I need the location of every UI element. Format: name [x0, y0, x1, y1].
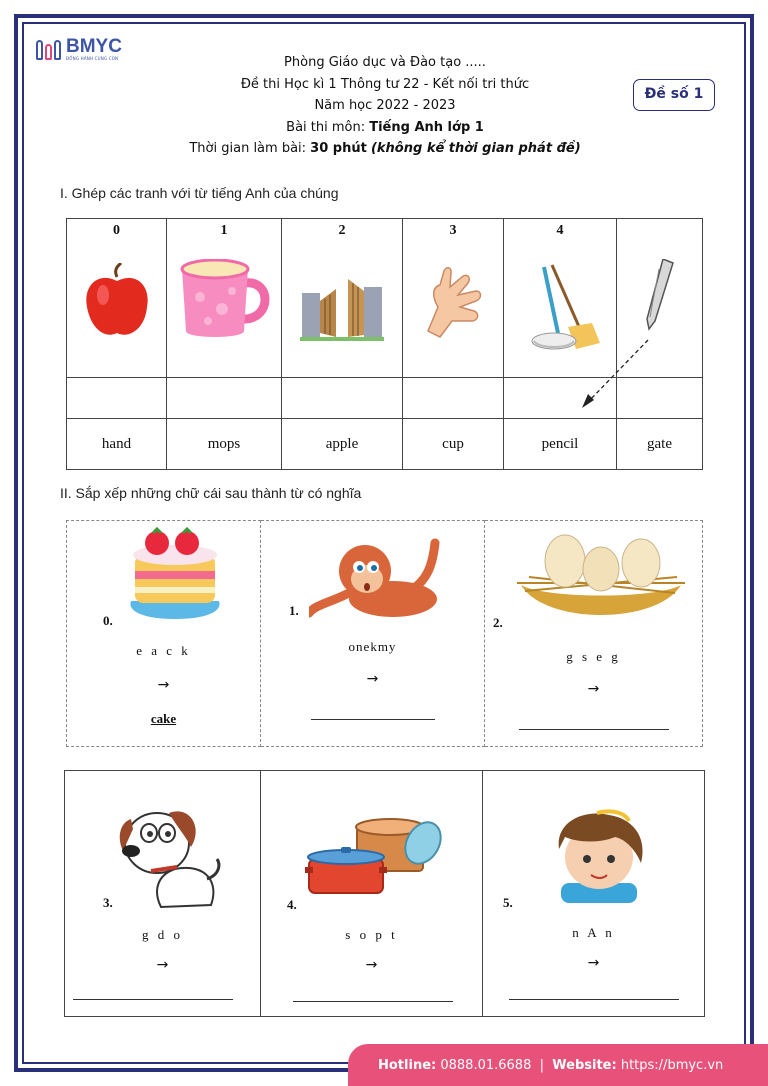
- task-cell: [67, 521, 261, 747]
- task-number: 1.: [289, 603, 299, 618]
- arrow-icon: →: [365, 957, 378, 973]
- task-number: 4.: [287, 897, 297, 912]
- answer-line[interactable]: [509, 999, 679, 1000]
- section-1-title: I. Ghép các tranh với từ tiếng Anh của chúng: [60, 185, 339, 201]
- monkey-icon: [309, 533, 459, 619]
- task-number: 2.: [493, 615, 503, 630]
- unscramble-grid-bottom: [64, 770, 705, 1017]
- header-line-2: Đề thi Học kì 1 Thông tư 22 - Kết nối tri thức: [240, 76, 530, 92]
- picture-number: 2: [338, 223, 346, 238]
- time-note: (không kể thời gian phát đề): [370, 141, 581, 156]
- answer-line[interactable]: [519, 729, 669, 730]
- picture-number: 1: [220, 223, 228, 238]
- blank-cell[interactable]: [167, 378, 282, 419]
- girl-icon: [539, 809, 659, 903]
- arrow-icon: →: [157, 677, 170, 693]
- scrambled-letters: g s e g: [566, 649, 621, 664]
- blank-cell[interactable]: [403, 378, 504, 419]
- cake-icon: [125, 527, 225, 621]
- section-2-title: II. Sắp xếp những chữ cái sau thành từ có nghĩa: [60, 485, 362, 501]
- footer-banner: [348, 1044, 768, 1086]
- scrambled-letters: onekmy: [348, 639, 397, 654]
- subject-name: Tiếng Anh lớp 1: [369, 119, 484, 135]
- eggs-icon: [515, 529, 687, 623]
- bmyc-logo: [36, 38, 122, 61]
- gate-icon: [300, 271, 384, 341]
- website-label: Website:: [552, 1057, 617, 1073]
- blank-cell[interactable]: [67, 378, 167, 419]
- word-cell: mops: [167, 419, 282, 470]
- task-cell: [261, 771, 483, 1017]
- unscramble-grid-top: [66, 520, 703, 747]
- task-number: 0.: [103, 613, 113, 628]
- exam-header: [150, 52, 620, 160]
- pots-icon: [305, 817, 445, 901]
- answer-line[interactable]: [311, 719, 435, 720]
- word-cell: apple: [282, 419, 403, 470]
- scrambled-letters: e a c k: [136, 643, 191, 658]
- picture-number: 3: [449, 223, 457, 238]
- answer-line[interactable]: [73, 999, 233, 1000]
- header-line-4: [150, 117, 620, 139]
- logo-title: BMYC: [66, 36, 122, 57]
- arrow-icon: →: [366, 671, 379, 687]
- task-number: 3.: [103, 895, 113, 910]
- scrambled-letters: n A n: [572, 925, 615, 940]
- picture-cell: [282, 219, 403, 378]
- picture-number: 4: [556, 223, 564, 238]
- arrow-icon: →: [587, 955, 600, 971]
- time-label: Thời gian làm bài:: [189, 141, 311, 156]
- word-cell: gate: [617, 419, 703, 470]
- scrambled-letters: s o p t: [345, 927, 398, 942]
- picture-cell: [403, 219, 504, 378]
- pencil-icon: [645, 259, 675, 331]
- answer-text: cake: [150, 711, 177, 726]
- exam-number-badge: Đề số 1: [633, 79, 715, 111]
- website-link[interactable]: https://bmyc.vn: [620, 1057, 724, 1073]
- time-value: 30 phút: [310, 141, 367, 156]
- example-arrow: [580, 338, 652, 410]
- cup-icon: [178, 259, 270, 343]
- blank-cell[interactable]: [282, 378, 403, 419]
- picture-cell: [67, 219, 167, 378]
- header-line-5: [150, 138, 620, 160]
- task-number: 5.: [503, 895, 513, 910]
- header-line-3: Năm học 2022 - 2023: [314, 98, 456, 113]
- header-line-1: Phòng Giáo dục và Đào tạo .....: [284, 55, 486, 70]
- answer-line[interactable]: [293, 1001, 453, 1002]
- dog-icon: [111, 799, 221, 911]
- logo-mark-icon: [36, 40, 61, 60]
- task-cell: [483, 771, 705, 1017]
- hand-icon: [418, 267, 488, 339]
- arrow-icon: →: [587, 681, 600, 697]
- arrow-icon: →: [156, 957, 169, 973]
- apple-icon: [83, 263, 151, 339]
- hotline-number[interactable]: 0888.01.6688: [440, 1057, 532, 1073]
- picture-number: 0: [113, 223, 120, 238]
- task-cell: [485, 521, 703, 747]
- word-cell: cup: [403, 419, 504, 470]
- subject-label: Bài thi môn:: [286, 119, 370, 135]
- word-cell: hand: [67, 419, 167, 470]
- footer-separator: |: [539, 1057, 544, 1073]
- scrambled-letters: g d o: [142, 927, 183, 942]
- task-cell: [65, 771, 261, 1017]
- word-cell: pencil: [504, 419, 617, 470]
- picture-cell: [167, 219, 282, 378]
- hotline-label: Hotline:: [378, 1057, 437, 1073]
- task-cell: [261, 521, 485, 747]
- logo-subtitle: ĐỒNG HÀNH CÙNG CON: [66, 56, 119, 61]
